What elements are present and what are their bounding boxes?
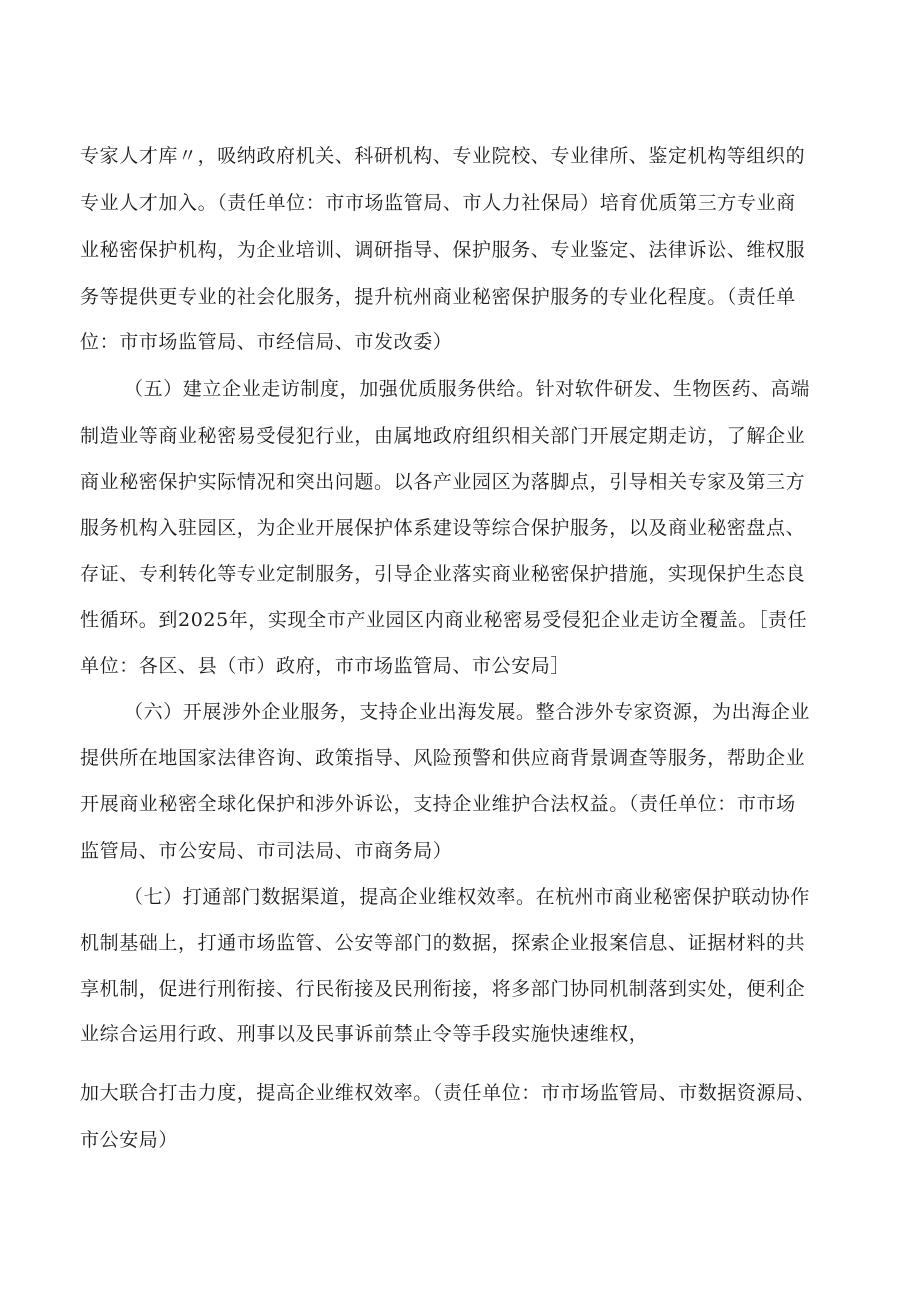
paragraph-line: 市公安局） [80, 1129, 179, 1151]
paragraph-line: 存证、专利转化等专业定制服务，引导企业落实商业秘密保护措施，实现保护生态良 [80, 563, 806, 585]
section-five-heading-line: （五）建立企业走访制度，加强优质服务供给。针对软件研发、生物医药、高端 [124, 378, 811, 400]
paragraph-line: 专业人才加入。（责任单位：市市场监管局、市人力社保局）培育优质第三方专业商 [80, 192, 796, 214]
section-six-heading-line: （六）开展涉外企业服务，支持企业出海发展。整合涉外专家资源，为出海企业 [124, 701, 811, 723]
paragraph-line: 专家人才库〃，吸纳政府机关、科研机构、专业院校、专业律所、鉴定机构等组织的 [80, 145, 806, 167]
paragraph-line: 享机制，促进行刑衔接、行民衔接及民刑衔接，将多部门协同机制落到实处，便利企 [80, 978, 806, 1000]
paragraph-line: 务等提供更专业的社会化服务，提升杭州商业秘密保护服务的专业化程度。（责任单 [80, 286, 796, 308]
paragraph-line: 加大联合打击力度，提高企业维权效率。（责任单位：市市场监管局、市数据资源局、 [80, 1082, 816, 1104]
paragraph-line: 商业秘密保护实际情况和突出问题。以各产业园区为落脚点，引导相关专家及第三方 [80, 471, 806, 493]
paragraph-line: 性循环。到2025年，实现全市产业园区内商业秘密易受侵犯企业走访全覆盖。［责任 [80, 609, 808, 631]
paragraph-line: 服务机构入驻园区，为企业开展保护体系建设等综合保护服务，以及商业秘密盘点、 [80, 517, 806, 539]
paragraph-line: 业秘密保护机构，为企业培训、调研指导、保护服务、专业鉴定、法律诉讼、维权服 [80, 239, 806, 261]
paragraph-line: 制造业等商业秘密易受侵犯行业，由属地政府组织相关部门开展定期走访，了解企业 [80, 425, 806, 447]
paragraph-line: 位：市市场监管局、市经信局、市发改委） [80, 331, 453, 353]
paragraph-line: 业综合运用行政、刑事以及民事诉前禁止令等手段实施快速维权， [80, 1023, 649, 1045]
section-seven-heading-line: （七）打通部门数据渠道，提高企业维权效率。在杭州市商业秘密保护联动协作 [124, 886, 811, 908]
paragraph-line: 开展商业秘密全球化保护和涉外诉讼，支持企业维护合法权益。（责任单位：市市场 [80, 793, 796, 815]
paragraph-line: 监管局、市公安局、市司法局、市商务局） [80, 840, 453, 862]
paragraph-line: 提供所在地国家法律咨询、政策指导、风险预警和供应商背景调查等服务，帮助企业 [80, 747, 806, 769]
paragraph-line: 单位：各区、县（市）政府，市市场监管局、市公安局］ [80, 655, 571, 677]
paragraph-line: 机制基础上，打通市场监管、公安等部门的数据，探索企业报案信息、证据材料的共 [80, 932, 806, 954]
